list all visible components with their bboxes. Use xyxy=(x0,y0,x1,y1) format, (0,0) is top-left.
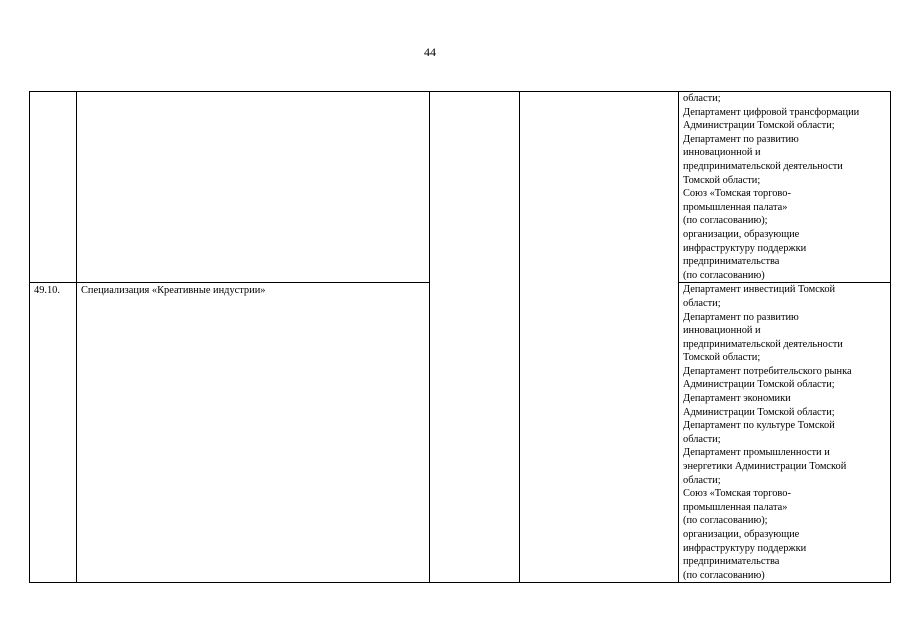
item-number-cell: 49.10. xyxy=(30,283,77,583)
measures-table xyxy=(29,91,891,583)
executor-line: области; xyxy=(683,433,721,445)
item-name-cell xyxy=(77,92,430,283)
executor-line: предпринимательства xyxy=(683,256,780,268)
executor-line: (по согласованию) xyxy=(683,569,765,581)
executor-line: области; xyxy=(683,297,721,309)
executor-line: предпринимательской деятельности xyxy=(683,160,843,172)
executor-line: инновационной и xyxy=(683,325,761,337)
executor-line: организации, образующие xyxy=(683,529,800,540)
executor-line: организации, образующие xyxy=(683,228,800,240)
result-cell xyxy=(520,92,679,583)
executor-line: Департамент по культуре Томской xyxy=(683,420,835,432)
executor-line: промышленная палата» xyxy=(683,201,788,213)
executor-line: энергетики Администрации Томской xyxy=(683,461,847,473)
deadline-cell xyxy=(430,92,520,583)
executor-line: Томской области; xyxy=(683,352,761,364)
executor-line: Администрации Томской области; xyxy=(683,406,835,418)
executors-cell xyxy=(679,283,891,583)
executor-line: Администрации Томской области; xyxy=(683,379,835,391)
table-row xyxy=(30,92,891,283)
page-number: 44 xyxy=(424,45,436,59)
executor-line: Томской области; xyxy=(683,174,761,186)
executor-line: Департамент цифровой трансформации xyxy=(683,106,860,118)
executor-line: инфраструктуру поддержки xyxy=(683,242,807,254)
executor-line: Департамент по развитию xyxy=(683,133,799,145)
executor-line: области; xyxy=(683,474,721,486)
executor-line: инфраструктуру поддержки xyxy=(683,542,807,554)
executor-line: Департамент по развитию xyxy=(683,311,799,323)
executor-line: (по согласованию); xyxy=(683,215,768,227)
executor-line: Департамент экономики xyxy=(683,393,791,405)
executor-line: Союз «Томская торгово- xyxy=(683,188,791,200)
executor-line: (по согласованию) xyxy=(683,269,765,281)
executor-line: промышленная палата» xyxy=(683,501,788,513)
executor-line: Департамент промышленности и xyxy=(683,447,830,459)
executor-line: предпринимательской деятельности xyxy=(683,338,843,350)
item-name-cell: Специализация «Креативные индустрии» xyxy=(77,283,430,583)
executor-line: (по согласованию); xyxy=(683,515,768,527)
executor-line: Администрации Томской области; xyxy=(683,120,835,132)
executor-line: Департамент инвестиций Томской xyxy=(683,284,836,296)
executor-line: инновационной и xyxy=(683,147,761,159)
executor-line: Департамент потребительского рынка xyxy=(683,365,852,377)
executor-line: области; xyxy=(683,93,721,104)
executors-cell xyxy=(679,92,891,283)
item-number-cell xyxy=(30,92,77,283)
executor-line: Союз «Томская торгово- xyxy=(683,488,791,500)
executor-line: предпринимательства xyxy=(683,556,780,568)
